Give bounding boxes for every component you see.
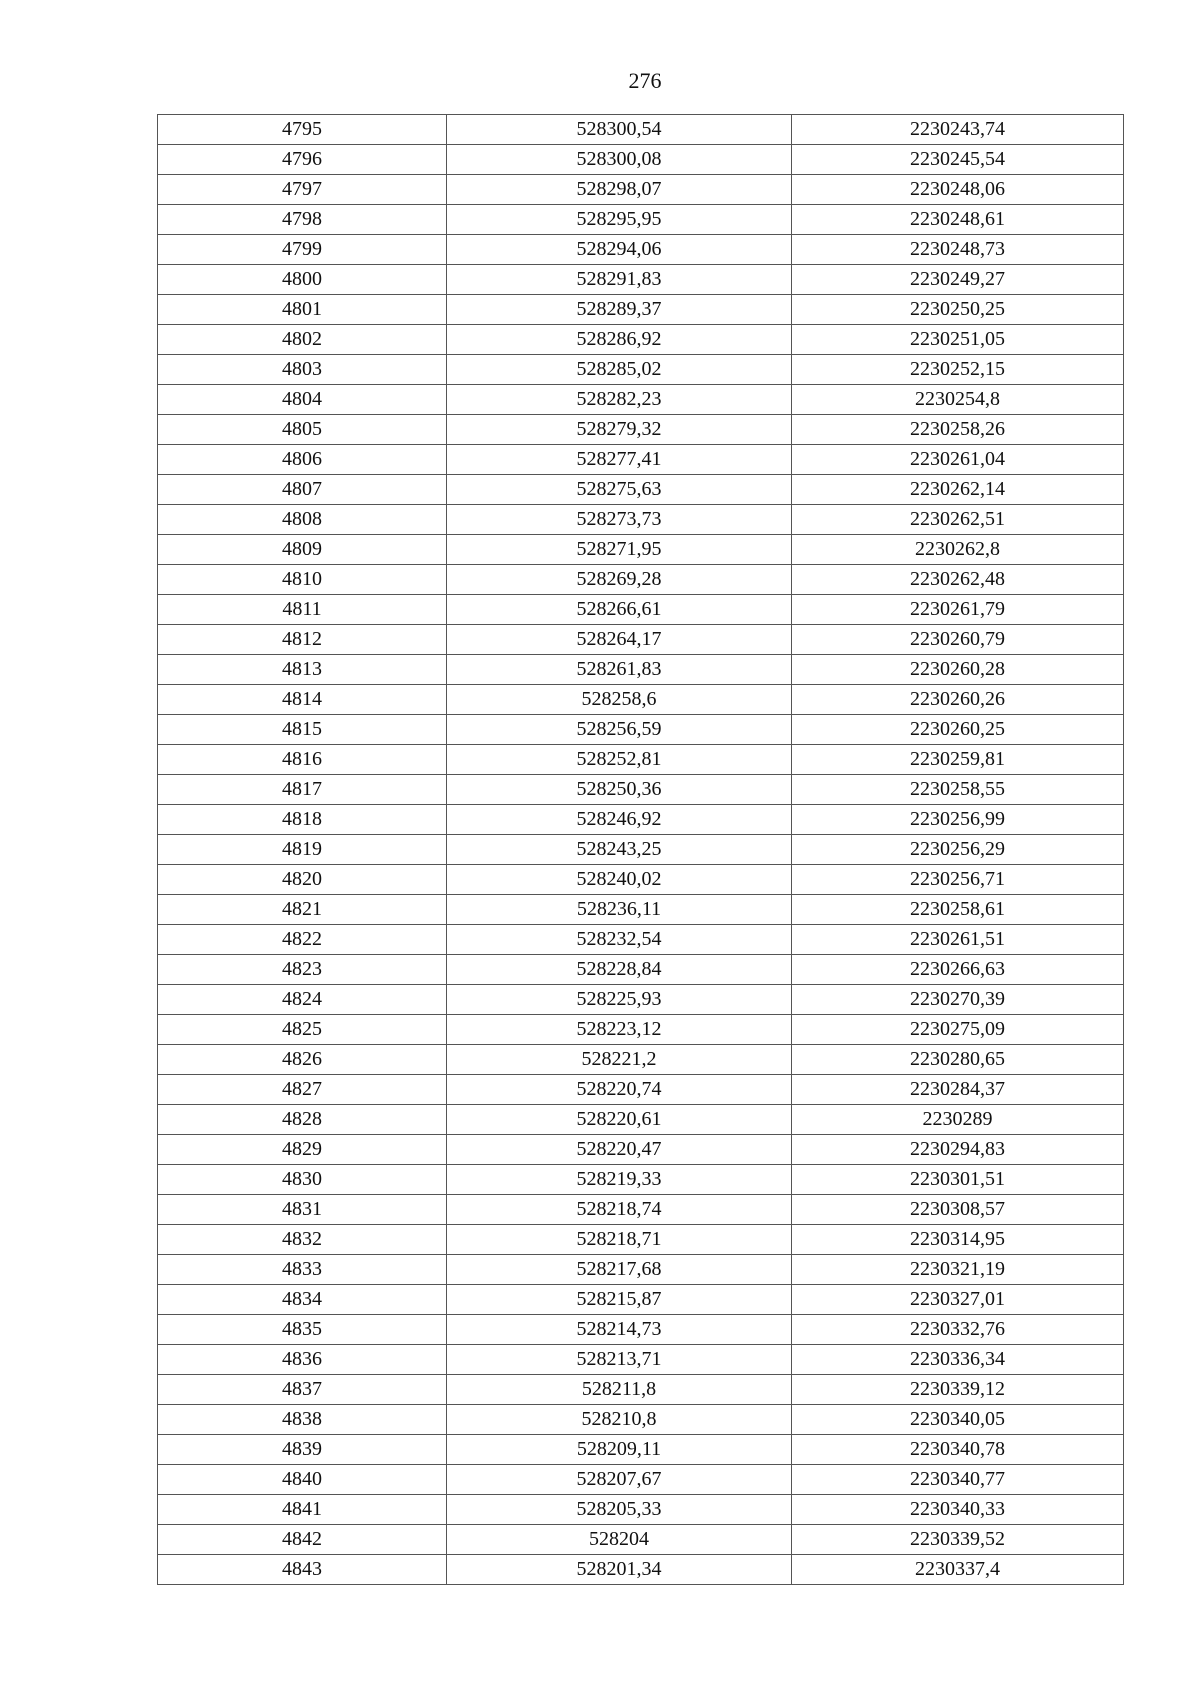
point-number-cell: 4834 [158,1285,447,1315]
table-row [158,1075,1124,1105]
point-number-cell: 4827 [158,1075,447,1105]
table-row [158,1525,1124,1555]
x-coordinate-cell: 528211,8 [447,1375,792,1405]
y-coordinate-cell: 2230339,12 [792,1375,1124,1405]
table-row [158,1345,1124,1375]
x-coordinate-cell: 528300,08 [447,145,792,175]
point-number-cell: 4813 [158,655,447,685]
point-number-cell: 4801 [158,295,447,325]
x-coordinate-cell: 528225,93 [447,985,792,1015]
table-row [158,1105,1124,1135]
y-coordinate-cell: 2230337,4 [792,1555,1124,1585]
point-number-cell: 4828 [158,1105,447,1135]
table-row [158,565,1124,595]
x-coordinate-cell: 528289,37 [447,295,792,325]
point-number-cell: 4840 [158,1465,447,1495]
point-number-cell: 4823 [158,955,447,985]
x-coordinate-cell: 528252,81 [447,745,792,775]
point-number-cell: 4816 [158,745,447,775]
x-coordinate-cell: 528217,68 [447,1255,792,1285]
table-row [158,535,1124,565]
table-row [158,1285,1124,1315]
point-number-cell: 4822 [158,925,447,955]
point-number-cell: 4826 [158,1045,447,1075]
x-coordinate-cell: 528295,95 [447,205,792,235]
table-row [158,355,1124,385]
point-number-cell: 4815 [158,715,447,745]
x-coordinate-cell: 528291,83 [447,265,792,295]
x-coordinate-cell: 528223,12 [447,1015,792,1045]
y-coordinate-cell: 2230258,55 [792,775,1124,805]
point-number-cell: 4838 [158,1405,447,1435]
y-coordinate-cell: 2230260,28 [792,655,1124,685]
point-number-cell: 4797 [158,175,447,205]
y-coordinate-cell: 2230308,57 [792,1195,1124,1225]
table-row [158,985,1124,1015]
y-coordinate-cell: 2230248,06 [792,175,1124,205]
x-coordinate-cell: 528275,63 [447,475,792,505]
y-coordinate-cell: 2230258,61 [792,895,1124,925]
x-coordinate-cell: 528207,67 [447,1465,792,1495]
y-coordinate-cell: 2230340,77 [792,1465,1124,1495]
y-coordinate-cell: 2230284,37 [792,1075,1124,1105]
table-row [158,145,1124,175]
y-coordinate-cell: 2230254,8 [792,385,1124,415]
point-number-cell: 4799 [158,235,447,265]
y-coordinate-cell: 2230340,05 [792,1405,1124,1435]
table-row [158,1045,1124,1075]
point-number-cell: 4818 [158,805,447,835]
table-row [158,445,1124,475]
y-coordinate-cell: 2230256,99 [792,805,1124,835]
table-row [158,895,1124,925]
x-coordinate-cell: 528205,33 [447,1495,792,1525]
y-coordinate-cell: 2230332,76 [792,1315,1124,1345]
y-coordinate-cell: 2230261,04 [792,445,1124,475]
y-coordinate-cell: 2230261,79 [792,595,1124,625]
point-number-cell: 4841 [158,1495,447,1525]
table-row [158,625,1124,655]
point-number-cell: 4800 [158,265,447,295]
table-row [158,715,1124,745]
y-coordinate-cell: 2230321,19 [792,1255,1124,1285]
y-coordinate-cell: 2230266,63 [792,955,1124,985]
table-row [158,475,1124,505]
y-coordinate-cell: 2230262,48 [792,565,1124,595]
x-coordinate-cell: 528250,36 [447,775,792,805]
x-coordinate-cell: 528228,84 [447,955,792,985]
table-row [158,1375,1124,1405]
x-coordinate-cell: 528285,02 [447,355,792,385]
y-coordinate-cell: 2230301,51 [792,1165,1124,1195]
point-number-cell: 4819 [158,835,447,865]
x-coordinate-cell: 528264,17 [447,625,792,655]
table-row [158,835,1124,865]
point-number-cell: 4830 [158,1165,447,1195]
point-number-cell: 4820 [158,865,447,895]
point-number-cell: 4811 [158,595,447,625]
x-coordinate-cell: 528300,54 [447,115,792,145]
y-coordinate-cell: 2230258,26 [792,415,1124,445]
x-coordinate-cell: 528236,11 [447,895,792,925]
table-row [158,1195,1124,1225]
table-row [158,1465,1124,1495]
table-row [158,325,1124,355]
y-coordinate-cell: 2230249,27 [792,265,1124,295]
table-row [158,505,1124,535]
x-coordinate-cell: 528220,47 [447,1135,792,1165]
point-number-cell: 4843 [158,1555,447,1585]
x-coordinate-cell: 528221,2 [447,1045,792,1075]
y-coordinate-cell: 2230252,15 [792,355,1124,385]
point-number-cell: 4798 [158,205,447,235]
point-number-cell: 4835 [158,1315,447,1345]
table-row [158,865,1124,895]
table-row [158,415,1124,445]
point-number-cell: 4796 [158,145,447,175]
x-coordinate-cell: 528261,83 [447,655,792,685]
y-coordinate-cell: 2230256,29 [792,835,1124,865]
x-coordinate-cell: 528256,59 [447,715,792,745]
x-coordinate-cell: 528243,25 [447,835,792,865]
y-coordinate-cell: 2230245,54 [792,145,1124,175]
x-coordinate-cell: 528294,06 [447,235,792,265]
point-number-cell: 4824 [158,985,447,1015]
x-coordinate-cell: 528220,61 [447,1105,792,1135]
point-number-cell: 4832 [158,1225,447,1255]
x-coordinate-cell: 528271,95 [447,535,792,565]
point-number-cell: 4807 [158,475,447,505]
table-row [158,1135,1124,1165]
y-coordinate-cell: 2230339,52 [792,1525,1124,1555]
x-coordinate-cell: 528210,8 [447,1405,792,1435]
point-number-cell: 4842 [158,1525,447,1555]
point-number-cell: 4837 [158,1375,447,1405]
y-coordinate-cell: 2230251,05 [792,325,1124,355]
table-row [158,1225,1124,1255]
x-coordinate-cell: 528218,74 [447,1195,792,1225]
y-coordinate-cell: 2230260,26 [792,685,1124,715]
table-row [158,1315,1124,1345]
table-row [158,1255,1124,1285]
y-coordinate-cell: 2230270,39 [792,985,1124,1015]
x-coordinate-cell: 528232,54 [447,925,792,955]
point-number-cell: 4839 [158,1435,447,1465]
y-coordinate-cell: 2230262,51 [792,505,1124,535]
y-coordinate-cell: 2230259,81 [792,745,1124,775]
table-row [158,655,1124,685]
point-number-cell: 4833 [158,1255,447,1285]
table-row [158,1405,1124,1435]
x-coordinate-cell: 528279,32 [447,415,792,445]
x-coordinate-cell: 528277,41 [447,445,792,475]
x-coordinate-cell: 528286,92 [447,325,792,355]
y-coordinate-cell: 2230260,25 [792,715,1124,745]
table-row [158,265,1124,295]
table-row [158,115,1124,145]
x-coordinate-cell: 528201,34 [447,1555,792,1585]
y-coordinate-cell: 2230314,95 [792,1225,1124,1255]
table-row [158,925,1124,955]
x-coordinate-cell: 528215,87 [447,1285,792,1315]
y-coordinate-cell: 2230336,34 [792,1345,1124,1375]
y-coordinate-cell: 2230275,09 [792,1015,1124,1045]
table-row [158,385,1124,415]
y-coordinate-cell: 2230280,65 [792,1045,1124,1075]
point-number-cell: 4829 [158,1135,447,1165]
y-coordinate-cell: 2230256,71 [792,865,1124,895]
x-coordinate-cell: 528209,11 [447,1435,792,1465]
x-coordinate-cell: 528220,74 [447,1075,792,1105]
table-row [158,1015,1124,1045]
point-number-cell: 4795 [158,115,447,145]
table-row [158,1495,1124,1525]
y-coordinate-cell: 2230294,83 [792,1135,1124,1165]
y-coordinate-cell: 2230289 [792,1105,1124,1135]
x-coordinate-cell: 528298,07 [447,175,792,205]
table-row [158,595,1124,625]
coordinates-table [157,114,1124,1585]
y-coordinate-cell: 2230261,51 [792,925,1124,955]
table-row [158,775,1124,805]
x-coordinate-cell: 528273,73 [447,505,792,535]
y-coordinate-cell: 2230248,73 [792,235,1124,265]
table-row [158,685,1124,715]
point-number-cell: 4803 [158,355,447,385]
point-number-cell: 4825 [158,1015,447,1045]
x-coordinate-cell: 528218,71 [447,1225,792,1255]
table-row [158,205,1124,235]
x-coordinate-cell: 528246,92 [447,805,792,835]
point-number-cell: 4806 [158,445,447,475]
point-number-cell: 4814 [158,685,447,715]
y-coordinate-cell: 2230262,14 [792,475,1124,505]
page-number: 276 [628,68,662,93]
table-row [158,1555,1124,1585]
x-coordinate-cell: 528266,61 [447,595,792,625]
y-coordinate-cell: 2230250,25 [792,295,1124,325]
table-row [158,295,1124,325]
y-coordinate-cell: 2230327,01 [792,1285,1124,1315]
x-coordinate-cell: 528269,28 [447,565,792,595]
x-coordinate-cell: 528282,23 [447,385,792,415]
x-coordinate-cell: 528213,71 [447,1345,792,1375]
x-coordinate-cell: 528240,02 [447,865,792,895]
y-coordinate-cell: 2230248,61 [792,205,1124,235]
point-number-cell: 4836 [158,1345,447,1375]
point-number-cell: 4805 [158,415,447,445]
y-coordinate-cell: 2230243,74 [792,115,1124,145]
point-number-cell: 4809 [158,535,447,565]
y-coordinate-cell: 2230340,33 [792,1495,1124,1525]
table-row [158,745,1124,775]
point-number-cell: 4810 [158,565,447,595]
point-number-cell: 4821 [158,895,447,925]
x-coordinate-cell: 528258,6 [447,685,792,715]
table-row [158,175,1124,205]
point-number-cell: 4812 [158,625,447,655]
x-coordinate-cell: 528214,73 [447,1315,792,1345]
table-row [158,235,1124,265]
y-coordinate-cell: 2230260,79 [792,625,1124,655]
coordinates-table-body [158,115,1124,1585]
y-coordinate-cell: 2230262,8 [792,535,1124,565]
point-number-cell: 4808 [158,505,447,535]
point-number-cell: 4802 [158,325,447,355]
y-coordinate-cell: 2230340,78 [792,1435,1124,1465]
point-number-cell: 4831 [158,1195,447,1225]
table-row [158,805,1124,835]
x-coordinate-cell: 528219,33 [447,1165,792,1195]
table-row [158,1435,1124,1465]
table-row [158,1165,1124,1195]
point-number-cell: 4804 [158,385,447,415]
x-coordinate-cell: 528204 [447,1525,792,1555]
table-row [158,955,1124,985]
point-number-cell: 4817 [158,775,447,805]
